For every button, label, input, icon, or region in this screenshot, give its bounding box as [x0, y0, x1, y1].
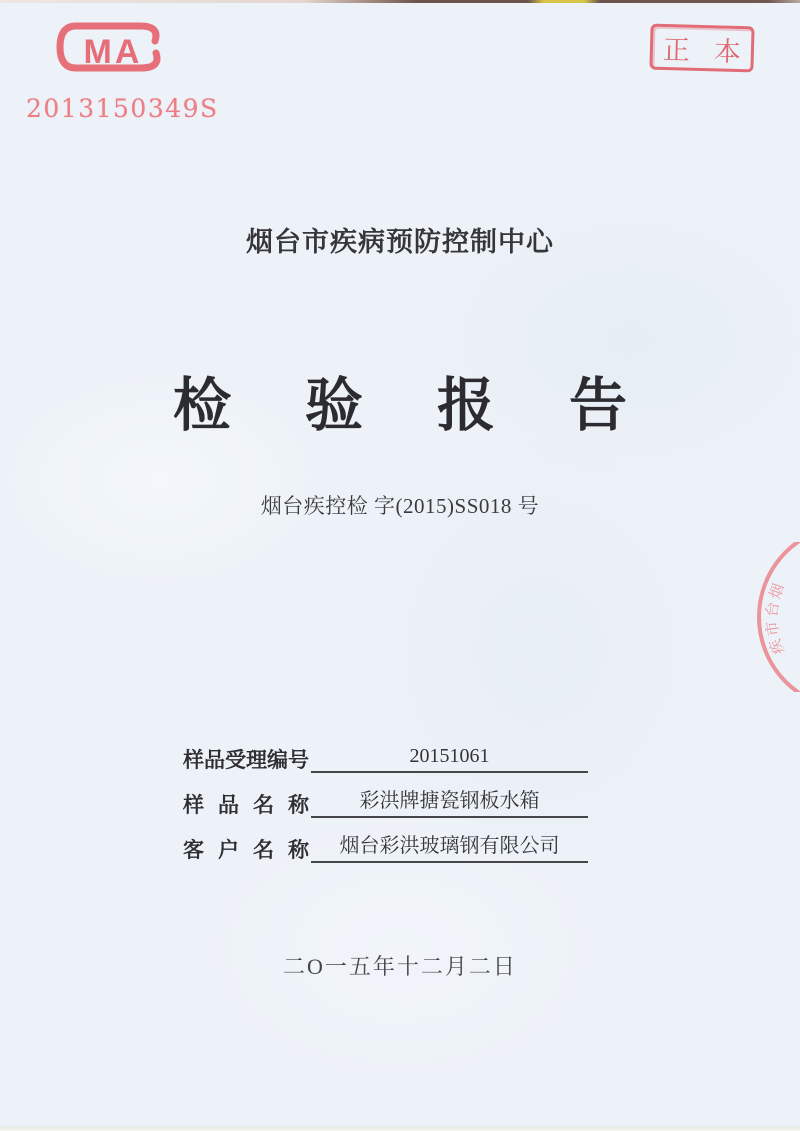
- seal-char-3: 市: [764, 620, 783, 637]
- field-label: 客户名称: [183, 838, 323, 862]
- original-copy-stamp: [649, 24, 754, 73]
- report-number: 烟台疾控检 字(2015)SS018 号: [260, 494, 540, 518]
- seal-char-2: 台: [764, 601, 783, 618]
- seal-char-4: 疾: [767, 636, 788, 657]
- field-value: 20151061: [409, 745, 490, 767]
- report-title: [0, 358, 800, 442]
- original-copy-char-2: 本: [713, 35, 742, 67]
- field-sample-acceptance-number: [183, 744, 588, 773]
- field-underline: [311, 789, 588, 818]
- field-underline: [311, 834, 588, 863]
- field-underline: [311, 744, 588, 773]
- cma-stamp-icon: [56, 22, 162, 72]
- seal-char-1: 烟: [767, 581, 788, 602]
- field-value: 烟台彩洪玻璃钢有限公司: [339, 835, 560, 857]
- report-date: 二O一五年十二月二日: [283, 954, 517, 979]
- field-label: 样品受理编号: [183, 748, 309, 772]
- field-label: 样品名称: [183, 793, 323, 817]
- scan-top-edge: [0, 0, 800, 3]
- cma-letters: MA: [83, 33, 143, 71]
- original-copy-char-1: 正: [662, 34, 691, 66]
- partial-round-seal-icon: [746, 542, 800, 692]
- organization-title: 烟台市疾病预防控制中心: [246, 227, 554, 257]
- scan-bottom-edge: [0, 1126, 800, 1131]
- cma-cert-number: 2013150349S: [26, 94, 219, 123]
- field-value: 彩洪牌搪瓷钢板水箱: [359, 790, 540, 812]
- field-sample-name: [183, 789, 588, 818]
- report-title-text: 检验报告: [172, 373, 701, 438]
- field-client-name: [183, 834, 588, 863]
